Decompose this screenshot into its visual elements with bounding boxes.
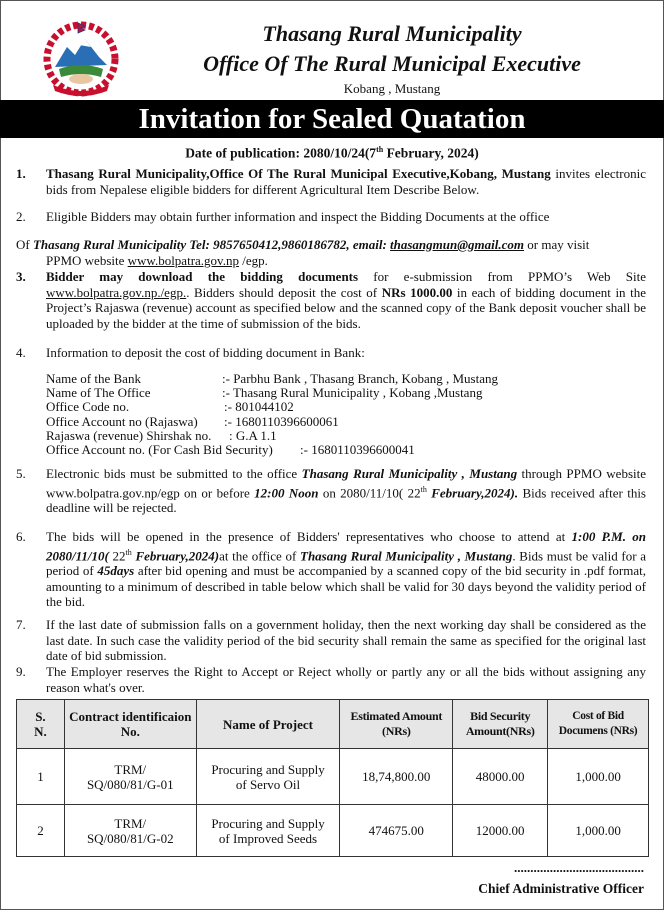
item-3: 3. Bidder may download the bidding documents for e-submission from PPMO’s Web Site www.bolpatra.gov.np./egp.. Bidders should deposit the cost of NRs 1000.00 in each of bidding document in the Project’s Rajaswa (revenue) account as specified below and the scanned copy of the Bank deposit voucher shall be uploaded by the bidder at the time of submission of the bids.: [16, 269, 646, 331]
cell-contract-id: TRM/ SQ/080/81/G-02: [64, 805, 196, 857]
org-ref: Thasang Rural Municipality: [32, 237, 187, 252]
cell-estimated: 18,74,800.00: [340, 749, 453, 805]
item-number: 1.: [16, 166, 26, 181]
office-name: Office Of The Rural Municipal Executive: [203, 51, 581, 76]
col-project-name: Name of Project: [196, 700, 340, 749]
item-7: 7. If the last date of submission falls on a government holiday, then the next working day shall be considered as the last date. In such case the validity period of the bid security shall remain the same as specified for the original last date of bid submission.: [16, 617, 646, 663]
cell-security: 48000.00: [453, 749, 548, 805]
item-6: 6. The bids will be opened in the presence of Bidders' representatives who choose to attend at 1:00 P.M. on 2080/11/10( 22th February,2024)at the office of Thasang Rural Municipality , Mustang. Bids must be valid for a period of 45days after bid opening and must be accompanied by a scanned copy of the bid security in .pdf format, amounting to a minimum of described in table below which shall be valid for 30 days beyond the validity period of the bid.: [16, 529, 647, 610]
nepal-emblem-icon: [41, 19, 121, 99]
item-2-contact: Of Thasang Rural Municipality Tel: 9857650412,9860186782, email: thasangmun@gmail.com or may visit PPMO website www.bolpatra.gov.np /egp.: [16, 237, 590, 268]
bid-table: [16, 699, 649, 857]
cell-cost: 1,000.00: [548, 805, 649, 857]
signatory-title: Chief Administrative Officer: [478, 881, 644, 896]
cell-contract-id: TRM/ SQ/080/81/G-01: [64, 749, 196, 805]
table-row: [17, 805, 649, 857]
col-sn: S. N.: [17, 700, 65, 749]
item-4: 4. Information to deposit the cost of bidding document in Bank:: [16, 345, 365, 360]
col-estimated-amount: Estimated Amount (NRs): [340, 700, 453, 749]
bolpatra-link[interactable]: www.bolpatra.gov.np./egp.: [46, 284, 187, 300]
col-contract-id: Contract identificaion No.: [64, 700, 196, 749]
cell-project-name: Procuring and Supply of Servo Oil: [196, 749, 340, 805]
publication-date: Date of publication: 2080/10/24(7th February, 2024): [185, 145, 479, 161]
col-cost-of-documents: Cost of Bid Documens (NRs): [548, 700, 649, 749]
item-number: 2.: [16, 209, 26, 224]
cell-estimated: 474675.00: [340, 805, 453, 857]
item-9: 9. The Employer reserves the Right to Accept or Reject wholly or partly any or all the bids without assigning any reason what's over.: [16, 664, 646, 695]
org-name: Thasang Rural Municipality: [262, 21, 522, 46]
cell-cost: 1,000.00: [548, 749, 649, 805]
table-row: [17, 749, 649, 805]
item-2: 2. Eligible Bidders may obtain further information and inspect the Bidding Documents at the office: [16, 209, 550, 224]
item-number: 4.: [16, 345, 26, 360]
page-title: Invitation for Sealed Quatation: [0, 100, 664, 138]
item-number: 5.: [16, 466, 26, 481]
item-number: 3.: [16, 269, 26, 284]
cell-security: 12000.00: [453, 805, 548, 857]
signature-line: ........................................: [514, 860, 644, 875]
ppmo-website-link[interactable]: www.bolpatra.gov.np: [127, 252, 239, 268]
item-number: 9.: [16, 664, 26, 679]
item-number: 6.: [16, 529, 26, 544]
location: Kobang , Mustang: [343, 81, 441, 96]
cell-sn: 2: [17, 805, 65, 857]
telephone: Tel: 9857650412,9860186782, email:: [186, 237, 391, 252]
item-number: 7.: [16, 617, 26, 632]
item-5: 5. Electronic bids must be submitted to the office Thasang Rural Municipality , Mustang through PPMO website www.bolpatra.gov.np/egp on or before 12:00 Noon on 2080/11/10( 22th February,2024). Bids received after this deadline will be rejected.: [16, 466, 647, 516]
email-link[interactable]: thasangmun@gmail.com: [390, 237, 525, 252]
cell-project-name: Procuring and Supply of Improved Seeds: [196, 805, 340, 857]
col-bid-security: Bid Security Amount(NRs): [453, 700, 548, 749]
item-1: 1. Thasang Rural Municipality,Office Of The Rural Municipal Executive,Kobang, Mustang invites electronic bids from Nepalese eligible bidders for different Agricultural Item Describe Below.: [16, 166, 646, 197]
table-header-row: [17, 700, 649, 749]
cell-sn: 1: [17, 749, 65, 805]
letterhead: [1, 1, 663, 100]
